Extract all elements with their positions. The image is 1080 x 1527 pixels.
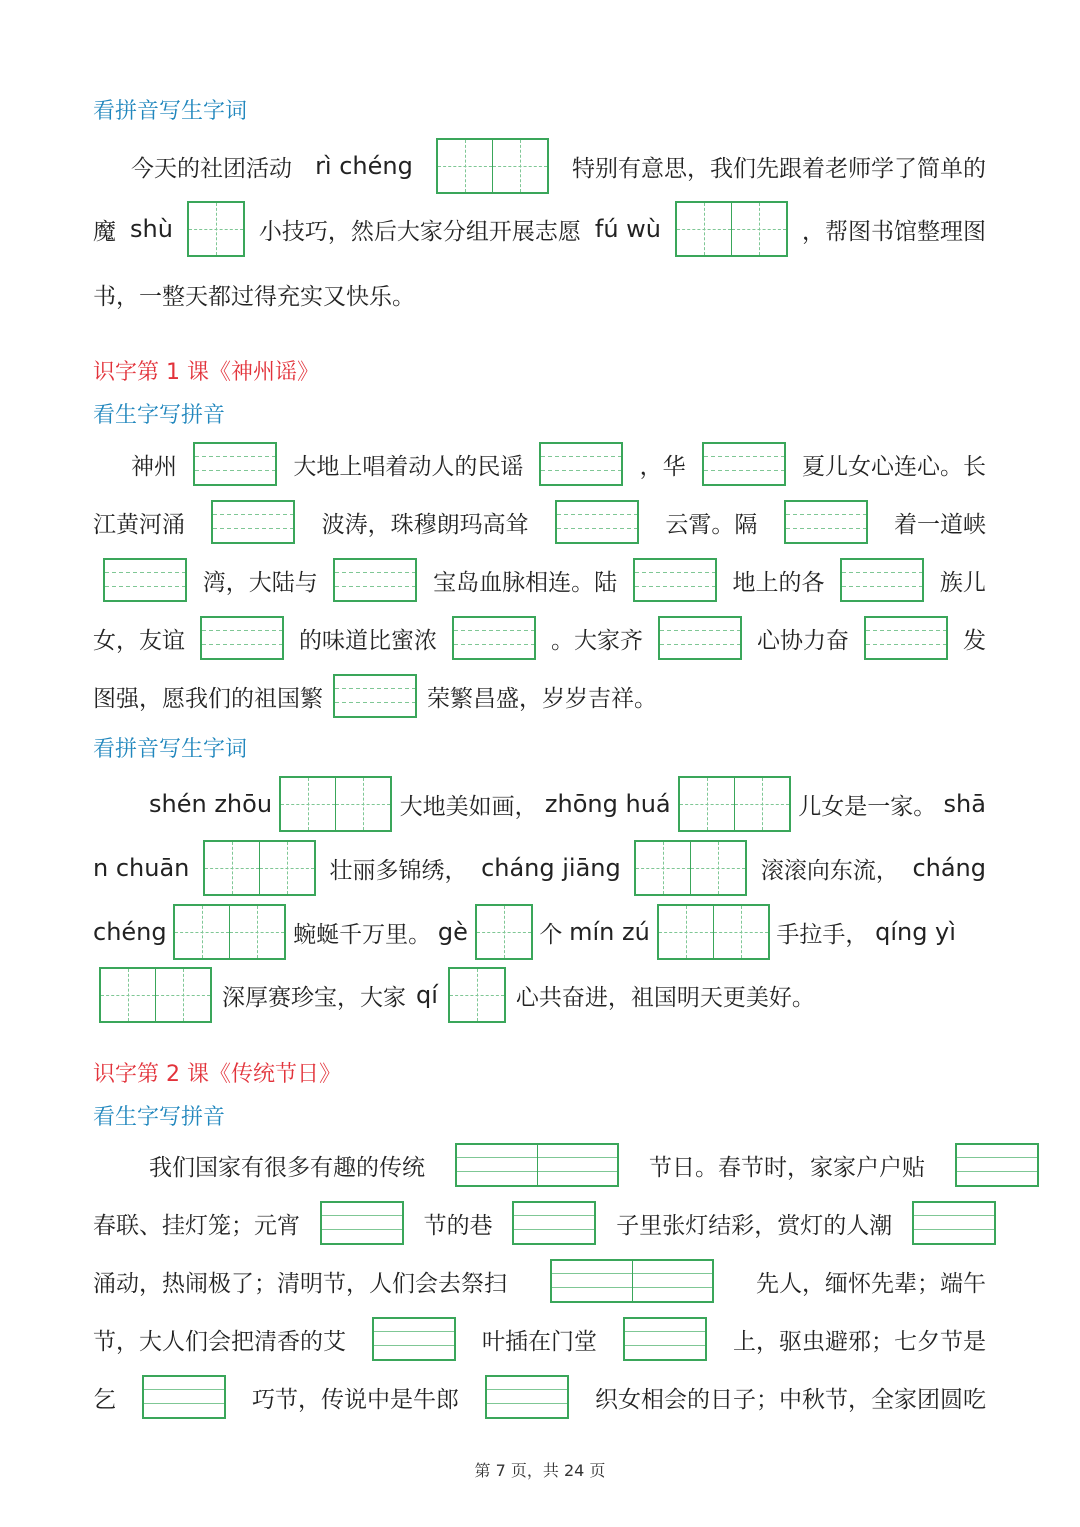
text-segment: 夏儿女心连心。长 [801, 453, 986, 480]
text-line [93, 904, 986, 960]
pinyin-prompt: shén zhōu [149, 790, 273, 818]
pinyin-box[interactable] [840, 558, 924, 602]
text-segment: 节日。春节时，家家户户贴 [649, 1154, 925, 1181]
text-segment: 发 [963, 627, 986, 654]
section-heading: 看拼音写生字词 [93, 737, 248, 762]
character-grid[interactable] [436, 138, 549, 194]
text-segment: 节的巷 [423, 1212, 493, 1239]
text-segment: 云霄。隔 [665, 511, 758, 538]
text-segment: 小技巧，然后大家分组开展志愿 [258, 218, 581, 245]
pinyin-box[interactable] [142, 1375, 226, 1419]
text-segment: 子里张灯结彩，赏灯的人潮 [616, 1212, 893, 1239]
text-segment: ，帮图书馆整理图 [801, 218, 986, 245]
text-line [93, 558, 986, 602]
text-line [93, 442, 986, 486]
text-segment: 我们国家有很多有趣的传统 [149, 1154, 425, 1181]
pinyin-prompt: zhōng huá [544, 790, 671, 818]
pinyin-box[interactable] [912, 1201, 996, 1245]
text-segment: 魔 [93, 218, 116, 245]
pinyin-prompt: cháng [912, 854, 986, 882]
pinyin-box[interactable] [200, 616, 284, 660]
pinyin-box[interactable] [211, 500, 295, 544]
character-grid[interactable] [187, 201, 245, 257]
text-segment: 大地美如画， [399, 793, 538, 820]
text-segment: 江黄河涌 [93, 511, 185, 538]
text-segment: 个 [539, 921, 563, 948]
pinyin-box[interactable] [633, 558, 717, 602]
text-segment: 荣繁昌盛，岁岁吉祥。 [427, 685, 657, 712]
text-segment: ，华 [639, 453, 686, 480]
text-segment: 的味道比蜜浓 [299, 627, 437, 654]
section-heading: 看拼音写生字词 [93, 99, 248, 124]
text-segment: 湾，大陆与 [202, 569, 318, 596]
pinyin-box[interactable] [193, 442, 277, 486]
text-segment: 心共奋进，祖国明天更美好。 [515, 984, 815, 1011]
text-segment: 大地上唱着动人的民谣 [293, 453, 524, 480]
text-segment: 先人，缅怀先辈；端午 [756, 1270, 986, 1297]
text-line [93, 1259, 986, 1303]
text-segment: 着一道峡 [893, 511, 986, 538]
pinyin-box[interactable] [333, 558, 417, 602]
pinyin-prompt: fú wù [594, 215, 662, 243]
text-segment: 蜿蜒千万里。 [293, 921, 432, 948]
text-line [93, 1375, 986, 1419]
pinyin-box[interactable] [784, 500, 868, 544]
text-segment: 织女相会的日子；中秋节，全家团圆吃 [595, 1386, 986, 1413]
pinyin-box[interactable] [485, 1375, 569, 1419]
text-line [93, 840, 986, 896]
pinyin-box[interactable] [658, 616, 742, 660]
pinyin-box[interactable] [955, 1143, 1039, 1187]
pinyin-box[interactable] [550, 1259, 714, 1303]
text-segment: 地上的各 [732, 569, 825, 596]
text-segment: 涌动，热闹极了；清明节，人们会去祭扫 [93, 1270, 507, 1297]
pinyin-prompt: gè [437, 918, 468, 946]
text-line [93, 967, 986, 1023]
text-segment: 。大家齐 [551, 627, 643, 654]
character-grid[interactable] [173, 904, 286, 960]
page-number: 第 7 页，共 24 页 [474, 1461, 606, 1480]
text-segment: 书，一整天都过得充实又快乐。 [93, 284, 415, 310]
text-segment: 乞 [93, 1386, 116, 1413]
text-segment: 巧节，传说中是牛郎 [252, 1386, 459, 1413]
text-segment: 特别有意思，我们先跟着老师学了简单的 [571, 155, 986, 182]
text-line [93, 674, 986, 718]
pinyin-box[interactable] [623, 1317, 707, 1361]
character-grid[interactable] [678, 776, 791, 832]
pinyin-prompt: mín zú [569, 918, 650, 946]
text-segment: 心协力奋 [757, 627, 849, 654]
text-segment: 手拉手， [776, 921, 869, 948]
pinyin-box[interactable] [864, 616, 948, 660]
text-segment: 宝岛血脉相连。陆 [433, 569, 618, 596]
text-segment: 壮丽多锦绣， [329, 857, 468, 884]
pinyin-prompt: chéng [93, 918, 167, 946]
text-line [93, 1143, 1039, 1187]
text-segment: 女，友谊 [93, 627, 185, 654]
text-segment: 儿女是一家。 [798, 793, 937, 820]
text-line [93, 138, 986, 194]
pinyin-box[interactable] [702, 442, 786, 486]
pinyin-box[interactable] [555, 500, 639, 544]
section-heading: 看生字写拼音 [93, 1105, 226, 1130]
pinyin-prompt: qíng yì [875, 918, 956, 946]
pinyin-prompt: rì chéng [315, 152, 413, 180]
character-grid[interactable] [99, 967, 212, 1023]
pinyin-prompt: shù [129, 215, 173, 243]
text-segment: 叶插在门堂 [482, 1328, 597, 1355]
pinyin-prompt: qí [416, 981, 438, 1009]
text-segment: 图强，愿我们的祖国繁 [93, 685, 323, 712]
text-segment: 节，大人们会把清香的艾 [93, 1328, 346, 1355]
pinyin-box[interactable] [539, 442, 623, 486]
text-line [93, 278, 986, 311]
text-line [93, 500, 986, 544]
pinyin-box[interactable] [103, 558, 187, 602]
pinyin-box[interactable] [372, 1317, 456, 1361]
text-line [93, 1201, 996, 1245]
pinyin-box[interactable] [512, 1201, 596, 1245]
lesson-title: 识字第 1 课《神州谣》 [93, 360, 319, 385]
character-grid[interactable] [203, 840, 316, 896]
text-segment: 波涛，珠穆朗玛高耸 [321, 511, 529, 538]
pinyin-box[interactable] [455, 1143, 619, 1187]
character-grid[interactable] [675, 201, 788, 257]
pinyin-box[interactable] [333, 674, 417, 718]
character-grid[interactable] [634, 840, 747, 896]
text-segment: 春联、挂灯笼；元宵 [93, 1212, 300, 1239]
text-line [93, 201, 986, 257]
pinyin-prompt: n chuān [93, 854, 190, 882]
pinyin-prompt: cháng jiāng [481, 854, 621, 882]
text-line [93, 1317, 986, 1361]
pinyin-box[interactable] [320, 1201, 404, 1245]
section-heading: 看生字写拼音 [93, 403, 226, 428]
text-segment: 上，驱虫避邪；七夕节是 [733, 1328, 986, 1355]
character-grid[interactable] [448, 967, 506, 1023]
text-segment: 深厚赛珍宝，大家 [222, 984, 406, 1011]
character-grid[interactable] [279, 776, 392, 832]
text-segment: 族儿 [939, 569, 986, 596]
text-line [93, 776, 986, 832]
text-line [93, 616, 986, 660]
pinyin-box[interactable] [452, 616, 536, 660]
text-segment: 今天的社团活动 [131, 155, 292, 182]
text-segment: 神州 [131, 453, 177, 480]
text-segment: 滚滚向东流， [760, 857, 899, 884]
lesson-title: 识字第 2 课《传统节日》 [93, 1062, 341, 1087]
character-grid[interactable] [475, 904, 533, 960]
character-grid[interactable] [657, 904, 770, 960]
pinyin-prompt: shā [943, 790, 986, 818]
